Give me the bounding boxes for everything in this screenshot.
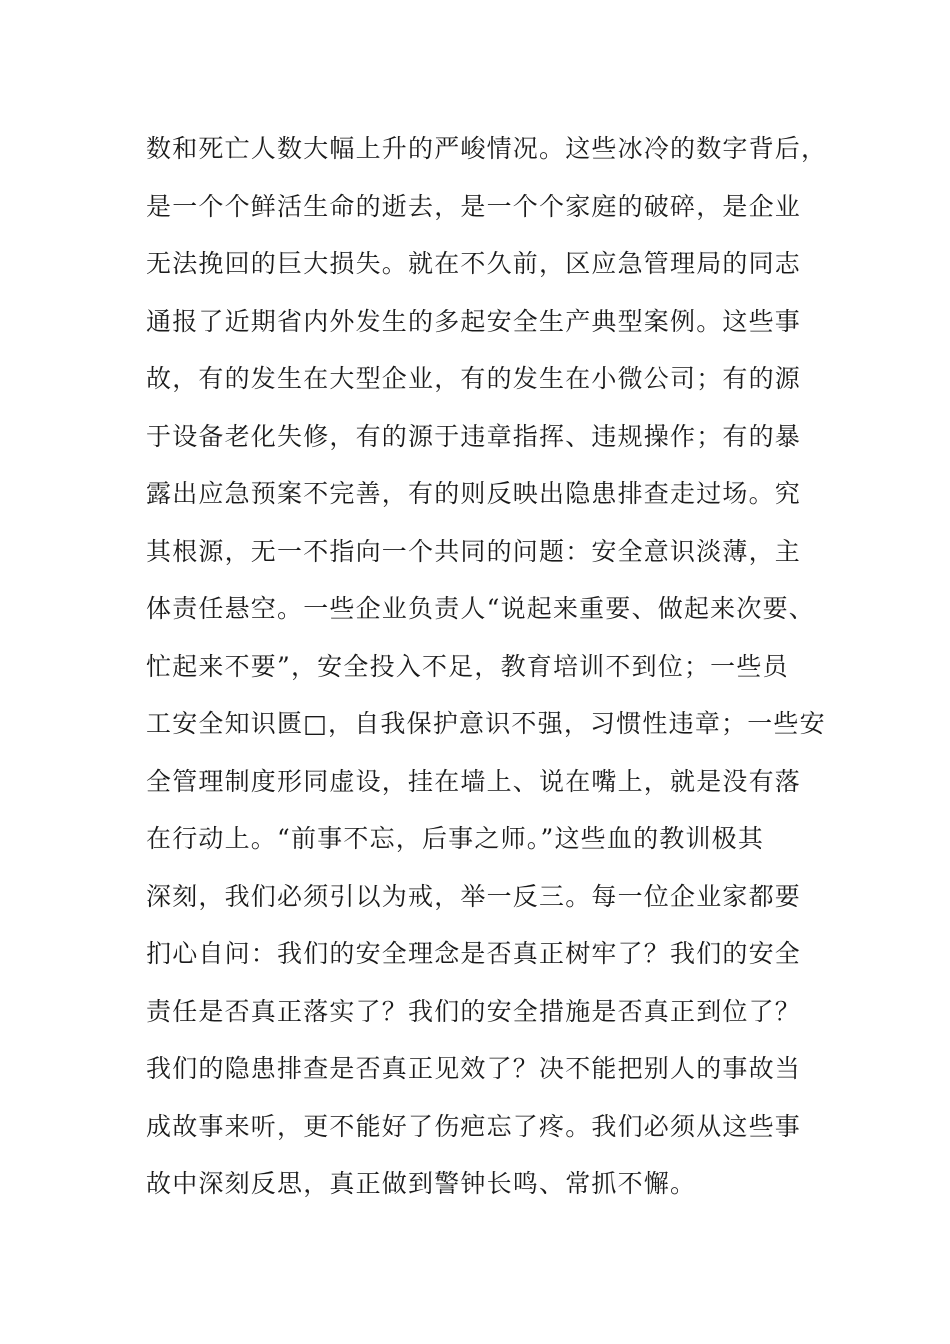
- text-line: 在行动上。“前事不忘，后事之师。”这些血的教训极其: [146, 824, 765, 853]
- body-paragraph: [146, 120, 828, 1213]
- text-line: 忙起来不要”，安全投入不足，教育培训不到位；一些员: [146, 651, 789, 681]
- text-line: 故中深刻反思，真正做到警钟长鸣、常抓不懈。: [146, 1169, 697, 1198]
- text-line: 深刻，我们必须引以为戒，举一反三。每一位企业家都要: [146, 881, 802, 911]
- text-line: 其根源，无一不指向一个共同的问题：安全意识淡薄，主: [146, 536, 802, 566]
- text-line: 于设备老化失修，有的源于违章指挥、违规操作；有的暴: [146, 421, 802, 451]
- text-line: 通报了近期省内外发生的多起安全生产典型案例。这些事: [146, 306, 802, 336]
- text-line: 扪心自问：我们的安全理念是否真正树牢了？我们的安全: [146, 939, 802, 968]
- text-line: 无法挽回的巨大损失。就在不久前，区应急管理局的同志: [146, 249, 802, 278]
- text-line: 数和死亡人数大幅上升的严峻情况。这些冰冷的数字背后，: [146, 134, 828, 163]
- text-line: 露出应急预案不完善，有的则反映出隐患排查走过场。究: [146, 479, 802, 508]
- text-line: 是一个个鲜活生命的逝去，是一个个家庭的破碎，是企业: [146, 191, 802, 221]
- text-line: 全管理制度形同虚设，挂在墙上、说在嘴上，就是没有落: [146, 766, 802, 796]
- text-line: 故，有的发生在大型企业，有的发生在小微公司；有的源: [146, 364, 802, 393]
- text-line: 工安全知识匮□，自我保护意识不强，习惯性违章；一些安: [146, 709, 826, 738]
- text-line: 责任是否真正落实了？我们的安全措施是否真正到位了？: [146, 996, 802, 1026]
- text-line: 体责任悬空。一些企业负责人“说起来重要、做起来次要、: [146, 594, 815, 623]
- text-line: 成故事来听，更不能好了伤疤忘了疼。我们必须从这些事: [146, 1111, 802, 1141]
- text-line: 我们的隐患排查是否真正见效了？决不能把别人的事故当: [146, 1054, 802, 1083]
